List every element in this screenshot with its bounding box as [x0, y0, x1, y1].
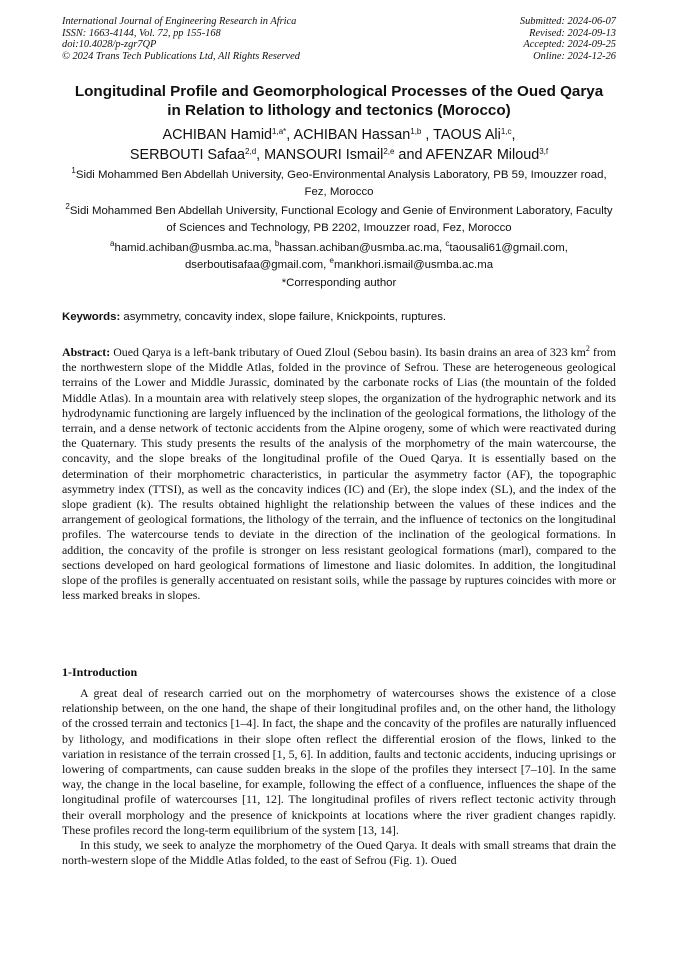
section-heading: 1-Introduction — [62, 665, 138, 679]
abstract-text: Oued Qarya is a left-bank tributary of Oued Zloul (Sebou basin). Its basin drains an area of 323 km — [113, 345, 586, 359]
paragraph: In this study, we seek to analyze the morphometry of the Oued Qarya. It deals with small streams that drain the north-western slope of the Middle Atlas folded, to the east of Sefrou (Fig. 1). Oued — [62, 838, 616, 868]
keywords-text: asymmetry, concavity index, slope failure, Knickpoints, ruptures. — [123, 311, 447, 323]
keywords — [62, 310, 616, 324]
keywords-label: Keywords: — [62, 311, 121, 323]
author-name: SERBOUTI Safaa — [129, 147, 246, 163]
email-link[interactable]: mankhori.ismail@usmba.ac.ma — [333, 258, 494, 271]
journal-name: International Journal of Engineering Research in Africa — [62, 16, 297, 27]
author-name: MANSOURI Ismail — [264, 147, 384, 163]
dates-header — [520, 16, 616, 62]
author-name: TAOUS Ali — [433, 127, 501, 143]
affiliation-sup: 1 — [71, 166, 76, 175]
affiliation-sup: 2 — [65, 202, 70, 211]
email-sup: c — [445, 239, 450, 248]
abstract-text-cont: from the northwestern slope of the Middle Atlas, folded in the province of Sefrou. These are heterogeneous geological terrains of the Lower and Middle Jurassic, dominated by the carbonate rocks of Lias (the mountain of the folded Middle Atlas). In a mountain area with relatively steep slopes, the organization of the hydrographic network and its hydrodynamic functioning are largely influenced by the inclination of the geological formations, the lithology of the terrain, and a dense network of tectonic accidents from the Alpine orogeny, some of which were reactivated during the Quaternary. This study presents the results of the analysis of the morphometry of the main watercourse, the concavity, and the slope breaks of the longitudinal profile of the Oued Qarya. It is essentially based on the determination of their morphometric characteristics, in particular the asymmetry factor (AF), the topographic asymmetry index (TTSI), as well as the concavity indices (IC) and (Er), the slope index (SL), and the index of the slope gradient (k). The results obtained highlight the relationship between the values of these indices and the arrangement of geological formations, the lithology of the terrain, and the influence of tectonics on the longitudinal profiles. The watercourse tends to deviate in the direction of the inclination of the geological formations. In addition, the concavity of the profile is stronger on less resistant geological formations (marl), compared to the sections developed on hard geological formations of limestone and liasic dolomites. In addition, the longitudinal slope of the profiles is generally accentuated on resistant soils, while the passage by ruptures coincides with more or less marked breaks in slopes. — [62, 345, 616, 603]
author-name: ACHIBAN Hamid — [162, 127, 273, 143]
author-sup: 3,f — [539, 147, 549, 156]
affiliation-1 — [62, 167, 616, 200]
abstract-sup: 2 — [585, 344, 590, 353]
submitted-date: Submitted: 2024-06-07 — [519, 16, 616, 27]
issn-line: ISSN: 1663-4144, Vol. 72, pp 155-168 — [62, 27, 221, 39]
author-sup: 2,d — [245, 147, 257, 156]
email-sup: a — [110, 239, 115, 248]
paragraph: A great deal of research carried out on the morphometry of watercourses shows the existence of a close relationship between, on the one hand, the shape of their longitudinal profiles and, on the other hand, the lithology of the crossed terrain and tectonics [1–4]. In fact, the shape and the concavity of the profiles are naturally influenced by lithology, and modifications in their slope often reflect the differential erosion of the flows, linked to the variation in resistance of the terrain crossed [1, 5, 6]. In addition, faults and tectonic accidents, inducing uprisings or lowering of compartments, can cause sudden breaks in the slope of the profiles they intersect [7–10]. In the same way, the change in the local baseline, for example, following the effect of a confluence, influences the shape of the longitudinal profile of watercourses [11, 12]. The longitudinal profiles of rivers reflect tectonic activity through their overall morphology and the presence of knickpoints at locations where the river gradient changes rapidly. These profiles record the long-term equilibrium of the system [13, 14]. — [62, 686, 616, 837]
author-sup: 1,a* — [272, 127, 287, 136]
author-sup: 1,c — [500, 127, 512, 136]
author-sup: 2,e — [383, 147, 395, 156]
affiliation-2 — [62, 203, 616, 236]
email-link[interactable]: taousali61@gmail.com — [449, 242, 565, 254]
email-sup: e — [329, 255, 334, 265]
author-name: AFENZAR Miloud — [425, 147, 540, 163]
accepted-date: Accepted: 2024-09-25 — [523, 39, 616, 51]
email-link[interactable]: dserboutisafaa@gmail.com — [184, 258, 324, 271]
author-name: ACHIBAN Hassan — [293, 127, 411, 143]
author-sup: 1,b — [410, 127, 422, 136]
email-link[interactable]: hamid.achiban@usmba.ac.ma — [114, 242, 269, 254]
affiliation-text: Sidi Mohammed Ben Abdellah University, Geo-Environmental Analysis Laboratory, PB 59, Imouzzer road, Fez, Morocco — [75, 169, 607, 198]
doi-line[interactable]: doi:10.4028/p-zgr7QP — [62, 39, 157, 51]
affiliation-text: Sidi Mohammed Ben Abdellah University, Functional Ecology and Genie of Environment Laboratory, Faculty of Sciences and Technology, PB 2202, Imouzzer road, Fez, Morocco — [69, 205, 613, 234]
author-list: ACHIBAN Hamid$^{1,a*}$, ACHIBAN Hassan$^{1,b}$ , TAOUS Ali$^{1,c}$, SERBOUTI Safaa$^{2,d}$, MANSOURI Ismail$^{2,e}$ and AFENZAR Miloud$^{3,f}$ — [129, 127, 549, 163]
email-link[interactable]: hassan.achiban@usmba.ac.ma — [279, 242, 440, 254]
online-date: Online: 2024-12-26 — [533, 50, 616, 62]
journal-header — [62, 16, 300, 62]
email-list: $^a$hamid.achiban@usmba.ac.ma, $^b$hassan.achiban@usmba.ac.ma, $^c$taousali61@gmail.com, dserboutisafaa@gmail.com, $^e$mankhori.ismail@usmba.ac.ma — [110, 239, 568, 271]
abstract — [62, 345, 616, 603]
revised-date: Revised: 2024-09-13 — [529, 27, 616, 39]
copyright-line: © 2024 Trans Tech Publications Ltd, All Rights Reserved — [62, 50, 300, 62]
paper-title: Longitudinal Profile and Geomorphological Processes of the Oued Qarya in Relation to lithology and tectonics (Morocco) — [74, 83, 604, 119]
email-sup: b — [274, 239, 280, 248]
corresponding-author-note: *Corresponding author — [281, 277, 397, 289]
abstract-label: Abstract: — [62, 345, 111, 359]
introduction-body — [62, 686, 616, 868]
